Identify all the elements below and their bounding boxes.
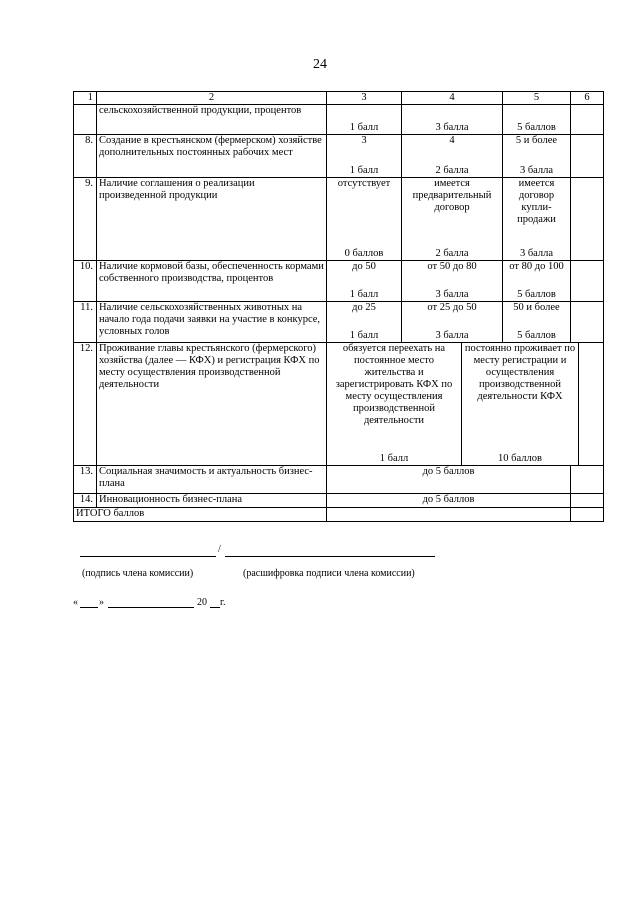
empty-cell	[579, 343, 603, 465]
option-score: 3 балла	[435, 289, 469, 300]
option-text: постоянно проживает по месту регистрации и осуществления производственной деятельности КФХ	[464, 343, 576, 402]
option-text: 50 и более	[513, 302, 560, 313]
criterion-text: Инновационность бизнес-плана	[97, 494, 327, 508]
score-cell: 3 балла	[402, 105, 503, 135]
date-quote-open: «	[73, 597, 78, 608]
option-text: 5 и более	[515, 135, 558, 146]
option-cell	[503, 135, 571, 178]
option-score: 3 балла	[435, 330, 469, 341]
page-number: 24	[313, 57, 327, 72]
criterion-text: Наличие кормовой базы, обеспеченность кормами собственного производства, процентов	[97, 261, 327, 302]
criterion-text: Создание в крестьянском (фермерском) хозяйстве дополнительных постоянных рабочих мест	[97, 135, 327, 178]
option-score: 1 балл	[349, 289, 379, 300]
option-cell	[327, 302, 402, 343]
date-year-prefix: 20	[197, 597, 207, 608]
option-score: 5 баллов	[517, 330, 556, 341]
header-col-3: 3	[327, 92, 402, 105]
option-cell	[402, 302, 503, 343]
option-text: обязуется переехать на постоянное место жительства и зарегистрировать КФХ по месту осуществления производственной деятельности	[335, 343, 453, 426]
option-score: 2 балла	[435, 248, 469, 259]
option-cell	[327, 178, 402, 261]
date-year-suffix: г.	[220, 597, 226, 608]
empty-cell	[571, 135, 604, 178]
table-row	[74, 343, 604, 466]
signature-line	[80, 556, 216, 557]
scoring-table	[73, 91, 604, 522]
row-number: 9.	[74, 178, 97, 261]
table-row	[74, 261, 604, 302]
score-cell: до 5 баллов	[327, 494, 571, 508]
option-score: 2 балла	[435, 165, 469, 176]
row-number: 11.	[74, 302, 97, 343]
option-score: 1 балл	[349, 330, 379, 341]
empty-cell	[571, 302, 604, 343]
criterion-text: Проживание главы крестьянского (фермерского) хозяйства (далее — КФХ) и регистрация КФХ по месту осуществления производственной деятельности	[97, 343, 327, 466]
header-col-1: 1	[74, 92, 97, 105]
date-quote-close: »	[99, 597, 104, 608]
table-row	[74, 105, 604, 135]
option-text: отсутствует	[337, 178, 391, 189]
option-group-cell	[327, 343, 604, 466]
table-row	[74, 466, 604, 494]
option-text: до 25	[352, 302, 376, 313]
option-score: 3 балла	[519, 165, 554, 176]
decode-caption: (расшифровка подписи члена комиссии)	[243, 568, 415, 579]
option-cell	[503, 302, 571, 343]
table-row	[74, 178, 604, 261]
option-cell	[327, 135, 402, 178]
option-a	[327, 343, 462, 465]
option-cell	[402, 178, 503, 261]
header-col-6: 6	[571, 92, 604, 105]
score-cell: до 5 баллов	[327, 466, 571, 494]
empty-cell	[571, 466, 604, 494]
row-number	[74, 105, 97, 135]
date-year-line	[210, 607, 220, 608]
option-score: 3 балла	[519, 248, 554, 259]
score-cell: 5 баллов	[503, 105, 571, 135]
empty-cell	[571, 178, 604, 261]
empty-cell	[571, 494, 604, 508]
criterion-text: Социальная значимость и актуальность бизнес-плана	[97, 466, 327, 494]
row-number: 10.	[74, 261, 97, 302]
header-col-4: 4	[402, 92, 503, 105]
decode-line	[225, 556, 435, 557]
criterion-text: Наличие сельскохозяйственных животных на начало года подачи заявки на участие в конкурсе, условных голов	[97, 302, 327, 343]
date-day-line	[80, 607, 98, 608]
option-score: 10 баллов	[498, 453, 542, 464]
option-cell	[402, 261, 503, 302]
total-row	[74, 508, 604, 522]
row-number: 14.	[74, 494, 97, 508]
option-b	[462, 343, 579, 465]
total-label: ИТОГО баллов	[74, 508, 327, 522]
option-cell	[402, 135, 503, 178]
header-col-5: 5	[503, 92, 571, 105]
table-row	[74, 302, 604, 343]
option-text: от 50 до 80	[427, 261, 477, 272]
empty-cell	[571, 508, 604, 522]
option-cell	[327, 261, 402, 302]
option-score: 1 балл	[349, 165, 379, 176]
date-month-line	[108, 607, 194, 608]
header-col-2: 2	[97, 92, 327, 105]
table-row	[74, 494, 604, 508]
option-cell	[503, 261, 571, 302]
option-score: 5 баллов	[517, 289, 556, 300]
option-score: 0 баллов	[344, 248, 384, 259]
option-text: имеется договор купли-продажи	[517, 178, 556, 225]
option-text: 4	[449, 135, 455, 146]
empty-cell	[571, 261, 604, 302]
header-row	[74, 92, 604, 105]
criterion-text: Наличие соглашения о реализации произведенной продукции	[97, 178, 327, 261]
total-value-cell	[327, 508, 571, 522]
table-row	[74, 135, 604, 178]
option-cell	[503, 178, 571, 261]
signature-caption: (подпись члена комиссии)	[82, 568, 194, 579]
signature-separator: /	[218, 544, 221, 555]
criterion-text: сельскохозяйственной продукции, процентов	[97, 105, 327, 135]
row-number: 8.	[74, 135, 97, 178]
empty-cell	[571, 105, 604, 135]
option-score: 1 балл	[379, 453, 409, 464]
option-text: от 80 до 100	[509, 261, 564, 272]
row-number: 13.	[74, 466, 97, 494]
score-cell: 1 балл	[327, 105, 402, 135]
option-text: имеется предварительный договор	[412, 178, 492, 213]
option-text: от 25 до 50	[427, 302, 477, 313]
row-number: 12.	[74, 343, 97, 466]
option-text: 3	[361, 135, 367, 146]
option-text: до 50	[352, 261, 376, 272]
